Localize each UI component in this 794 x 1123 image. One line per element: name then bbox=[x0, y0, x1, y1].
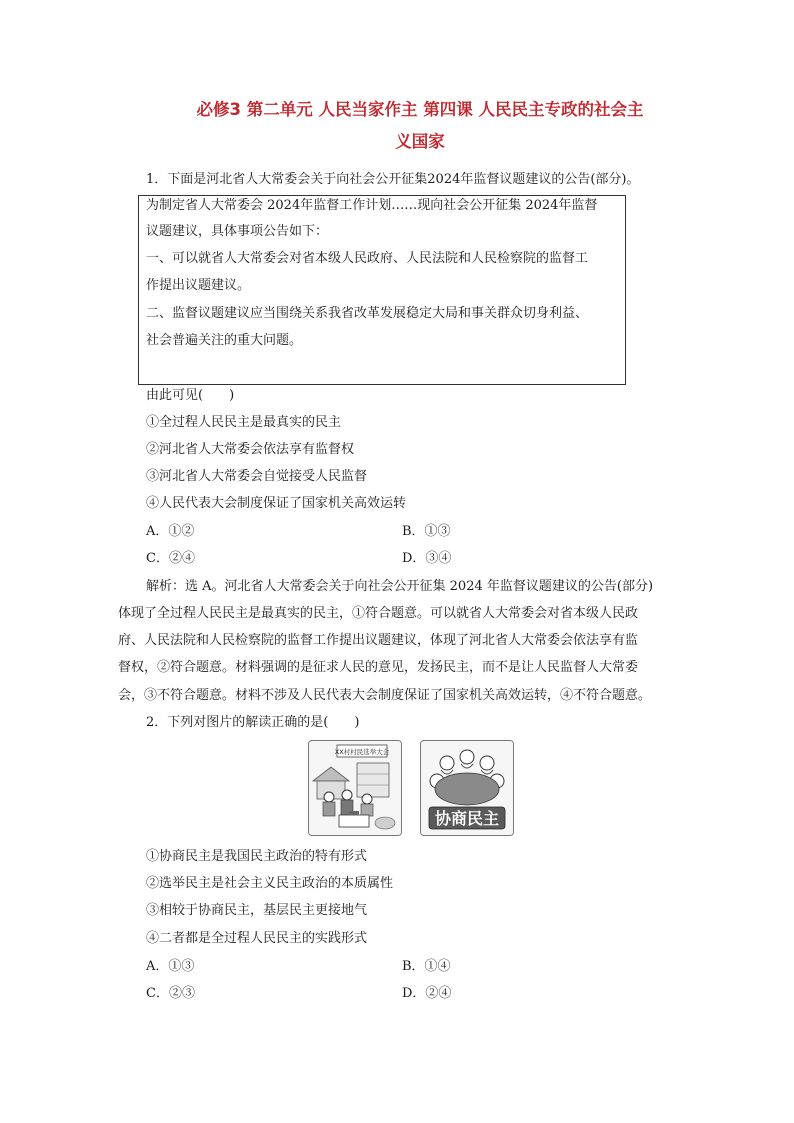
q2-option-c: C．②③ bbox=[146, 986, 195, 1001]
q1-prompt: 由此可见( ) bbox=[146, 388, 235, 403]
q1-statement: ②河北省人大常委会依法享有监督权 bbox=[146, 442, 355, 457]
q2-option-a: A．①③ bbox=[146, 959, 195, 974]
q1-statement: ①全过程人民民主是最真实的民主 bbox=[146, 415, 342, 430]
consultative-meeting-illustration bbox=[421, 741, 513, 835]
q1-statement: ④人民代表大会制度保证了国家机关高效运转 bbox=[146, 496, 407, 511]
q1-box-line: 议题建议，具体事项公告如下： bbox=[146, 224, 329, 239]
consultative-democracy-image bbox=[420, 740, 514, 836]
q1-box-line: 二、监督议题建议应当围绕关系我省改革发展稳定大局和事关群众切身利益、 bbox=[146, 306, 589, 321]
q2-statement: ②选举民主是社会主义民主政治的本质属性 bbox=[146, 876, 394, 891]
consultative-caption-text: 协商民主 bbox=[434, 809, 500, 828]
q1-statement: ③河北省人大常委会自觉接受人民监督 bbox=[146, 469, 368, 484]
title-line-1: 必修3 第二单元 人民当家作主 第四课 人民民主专政的社会主 bbox=[196, 100, 644, 119]
q1-option-a: A．①② bbox=[146, 524, 195, 539]
q1-analysis-line: 督权，②符合题意。材料强调的是征求人民的意见，发扬民主，而不是让人民监督人大常委 bbox=[118, 660, 639, 675]
q1-box-line: 为制定省人大常委会 2024年监督工作计划……现向社会公开征集 2024年监督 bbox=[146, 198, 598, 213]
q2-statement: ①协商民主是我国民主政治的特有形式 bbox=[146, 849, 368, 864]
page-title bbox=[150, 94, 690, 158]
title-line-2: 义国家 bbox=[395, 132, 445, 151]
q1-analysis-line: 解析：选 A。河北省人大常委会关于向社会公开征集 2024 年监督议题建议的公告(部分) bbox=[146, 579, 654, 594]
q1-analysis-line: 体现了全过程人民民主是最真实的民主，①符合题意。可以就省人大常委会对省本级人民政 bbox=[118, 606, 639, 621]
village-election-illustration bbox=[309, 741, 401, 835]
election-banner-text: XX村村民选举大会 bbox=[334, 748, 390, 756]
q2-option-d: D．②④ bbox=[402, 986, 452, 1001]
q1-analysis-line: 会，③不符合题意。材料不涉及人民代表大会制度保证了国家机关高效运转，④不符合题意。 bbox=[118, 688, 652, 703]
q2-statement: ④二者都是全过程人民民主的实践形式 bbox=[146, 931, 368, 946]
q1-box-line: 作提出议题建议。 bbox=[146, 278, 251, 293]
q1-option-c: C．②④ bbox=[146, 551, 195, 566]
q1-option-d: D．③④ bbox=[402, 551, 452, 566]
q2-statement: ③相较于协商民主，基层民主更接地气 bbox=[146, 903, 368, 918]
q1-analysis-line: 府、人民法院和人民检察院的监督工作提出议题建议，体现了河北省人大常委会依法享有监 bbox=[118, 633, 639, 648]
q1-box-line: 社会普遍关注的重大问题。 bbox=[146, 333, 303, 348]
q1-stem: 1．下面是河北省人大常委会关于向社会公开征集2024年监督议题建议的公告(部分)。 bbox=[146, 172, 640, 187]
q1-option-b: B．①③ bbox=[402, 524, 451, 539]
q2-option-b: B．①④ bbox=[402, 959, 451, 974]
q1-box-line: 一、可以就省人大常委会对省本级人民政府、人民法院和人民检察院的监督工 bbox=[146, 251, 589, 266]
q2-stem: 2．下列对图片的解读正确的是( ) bbox=[146, 715, 360, 730]
village-election-image bbox=[308, 740, 402, 836]
